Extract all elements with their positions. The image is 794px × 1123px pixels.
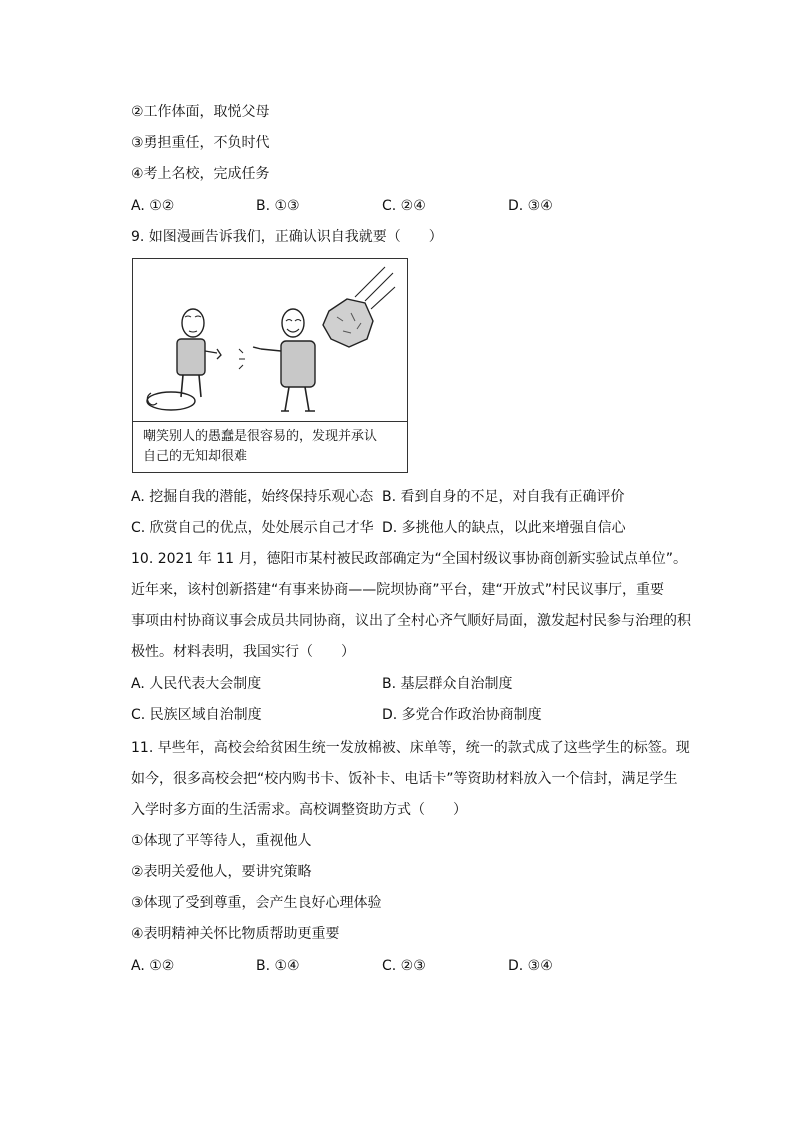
- q8-option-d: D. ③④: [508, 198, 553, 214]
- q11-stem-line-1: 11. 早些年，高校会给贫困生统一发放棉被、床单等，统一的款式成了这些学生的标签。现: [131, 740, 690, 756]
- q10-option-a: A. 人民代表大会制度: [131, 676, 262, 692]
- q11-item-4: ④表明精神关怀比物质帮助更重要: [131, 926, 340, 942]
- q11-option-c: C. ②③: [382, 958, 426, 974]
- q11-stem: [131, 733, 691, 826]
- q10-option-d: D. 多党合作政治协商制度: [382, 707, 542, 723]
- q11-item-3: ③体现了受到尊重，会产生良好心理体验: [131, 895, 382, 911]
- q8-item-3: ③勇担重任，不负时代: [131, 135, 270, 151]
- cartoon-caption-line-2: 自己的无知却很难: [143, 449, 248, 464]
- q11-option-b: B. ①④: [256, 958, 300, 974]
- q10-option-b: B. 基层群众自治制度: [382, 676, 513, 692]
- q10-stem: [131, 544, 691, 668]
- q11-stem-line-2: 如今，很多高校会把“校内购书卡、饭补卡、电话卡”等资助材料放入一个信封，满足学生: [131, 771, 678, 787]
- q10-stem-line-4: 极性。材料表明，我国实行（ ）: [131, 644, 355, 660]
- q8-item-4: ④考上名校，完成任务: [131, 166, 270, 182]
- q11-stem-line-3: 入学时多方面的生活需求。高校调整资助方式（ ）: [131, 802, 467, 818]
- q9-option-a: A. 挖掘自我的潜能，始终保持乐观心态: [131, 489, 374, 505]
- q11-item-2: ②表明关爱他人，要讲究策略: [131, 864, 312, 880]
- q8-option-b: B. ①③: [256, 198, 300, 214]
- q10-option-c: C. 民族区域自治制度: [131, 707, 262, 723]
- q11-option-d: D. ③④: [508, 958, 553, 974]
- cartoon-caption: [133, 421, 407, 472]
- q10-stem-line-1: 10. 2021 年 11 月，德阳市某村被民政部确定为“全国村级议事协商创新实验试点单位”。: [131, 551, 688, 567]
- q9-stem: 9. 如图漫画告诉我们，正确认识自我就要（ ）: [131, 229, 443, 245]
- q10-stem-line-2: 近年来，该村创新搭建“有事来协商——院坝协商”平台，建“开放式”村民议事厅，重要: [131, 582, 665, 598]
- q9-option-d: D. 多挑他人的缺点，以此来增强自信心: [382, 520, 626, 536]
- q9-option-b: B. 看到自身的不足，对自我有正确评价: [382, 489, 625, 505]
- q10-stem-line-3: 事项由村协商议事会成员共同协商，议出了全村心齐气顺好局面，激发起村民参与治理的积: [131, 613, 691, 629]
- cartoon-illustration: [133, 259, 407, 421]
- q8-option-a: A. ①②: [131, 198, 175, 214]
- q8-item-2: ②工作体面，取悦父母: [131, 104, 270, 120]
- cartoon-figure: [132, 258, 408, 473]
- q8-option-c: C. ②④: [382, 198, 426, 214]
- q9-option-c: C. 欣赏自己的优点，处处展示自己才华: [131, 520, 374, 536]
- q11-option-a: A. ①②: [131, 958, 175, 974]
- q11-item-1: ①体现了平等待人，重视他人: [131, 833, 312, 849]
- cartoon-caption-line-1: 嘲笑别人的愚蠢是很容易的，发现并承认: [143, 429, 378, 444]
